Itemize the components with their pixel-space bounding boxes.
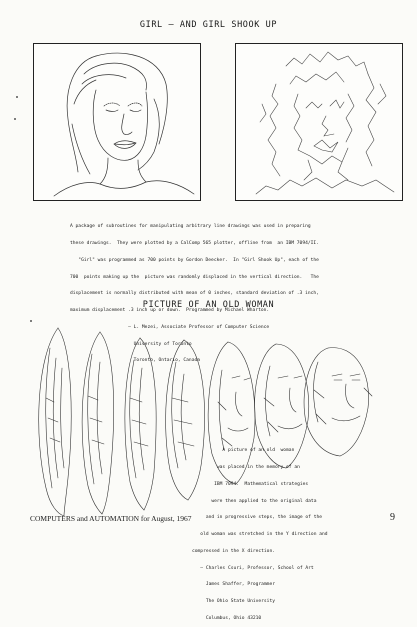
section-title-old-woman: PICTURE OF AN OLD WOMAN (142, 300, 275, 310)
caption-line: – L. Mezei, Associate Professor of Computer Science (70, 324, 270, 330)
caption-line: these drawings. They were plotted by a CalComp 565 plotter, offline from an IBM 7094/II. (70, 240, 319, 246)
caption-line: A picture of an old woman (192, 448, 295, 454)
caption-line: displacement is normally distributed with mean of 0 inches, standard deviation of .3 inch, (70, 291, 319, 297)
caption-line: was placed in the memory of an (192, 464, 300, 470)
caption-line: – Charles Csuri, Professor, School of Art (192, 565, 314, 571)
caption-line: Toronto, Ontario, Canada (70, 358, 200, 364)
caption-line: "Girl" was programmed as 700 points by Gordon Deecker. In "Girl Shook Up", each of the (70, 257, 319, 263)
section-title-girl: GIRL — AND GIRL SHOOK UP (139, 20, 278, 30)
caption-line: and in progressive steps, the image of the (192, 515, 322, 521)
caption-line: maximum displacement .3 inch up or down. Programmed by Michael Wharton. (70, 308, 270, 314)
caption-line: University of Toronto (70, 341, 192, 347)
caption-line: A package of subroutines for manipulating arbitrary line drawings was used in preparing (70, 224, 311, 230)
old-woman-stage-1 (39, 328, 71, 516)
margin-mark (16, 96, 18, 98)
caption-line: 700 points making up the picture was randomly displaced in the vertical direction. The (70, 274, 319, 280)
caption-line: Columbus, Ohio 43210 (192, 616, 262, 621)
caption-line: IBM 7094. Mathematical strategies (192, 481, 309, 487)
caption-line: compressed in the X direction. (192, 548, 275, 554)
old-woman-stage-3 (125, 338, 156, 510)
girl-shook-up-drawing (236, 44, 402, 200)
caption-line: were then applied to the original data (192, 498, 317, 504)
old-woman-stage-2 (82, 332, 114, 514)
girl-line-drawing (34, 44, 200, 200)
publication-footer: COMPUTERS and AUTOMATION for August, 1967 (30, 514, 192, 523)
caption-line: The Ohio State University (192, 599, 275, 605)
margin-mark (14, 118, 16, 120)
caption-line: old woman was stretched in the Y direction and (192, 532, 328, 538)
girl-drawing-frame (33, 43, 201, 201)
girl-shook-up-frame (235, 43, 403, 201)
caption-line: James Shaffer, Programmer (192, 582, 275, 588)
old-woman-caption (192, 437, 328, 627)
page-number: 9 (390, 512, 395, 523)
